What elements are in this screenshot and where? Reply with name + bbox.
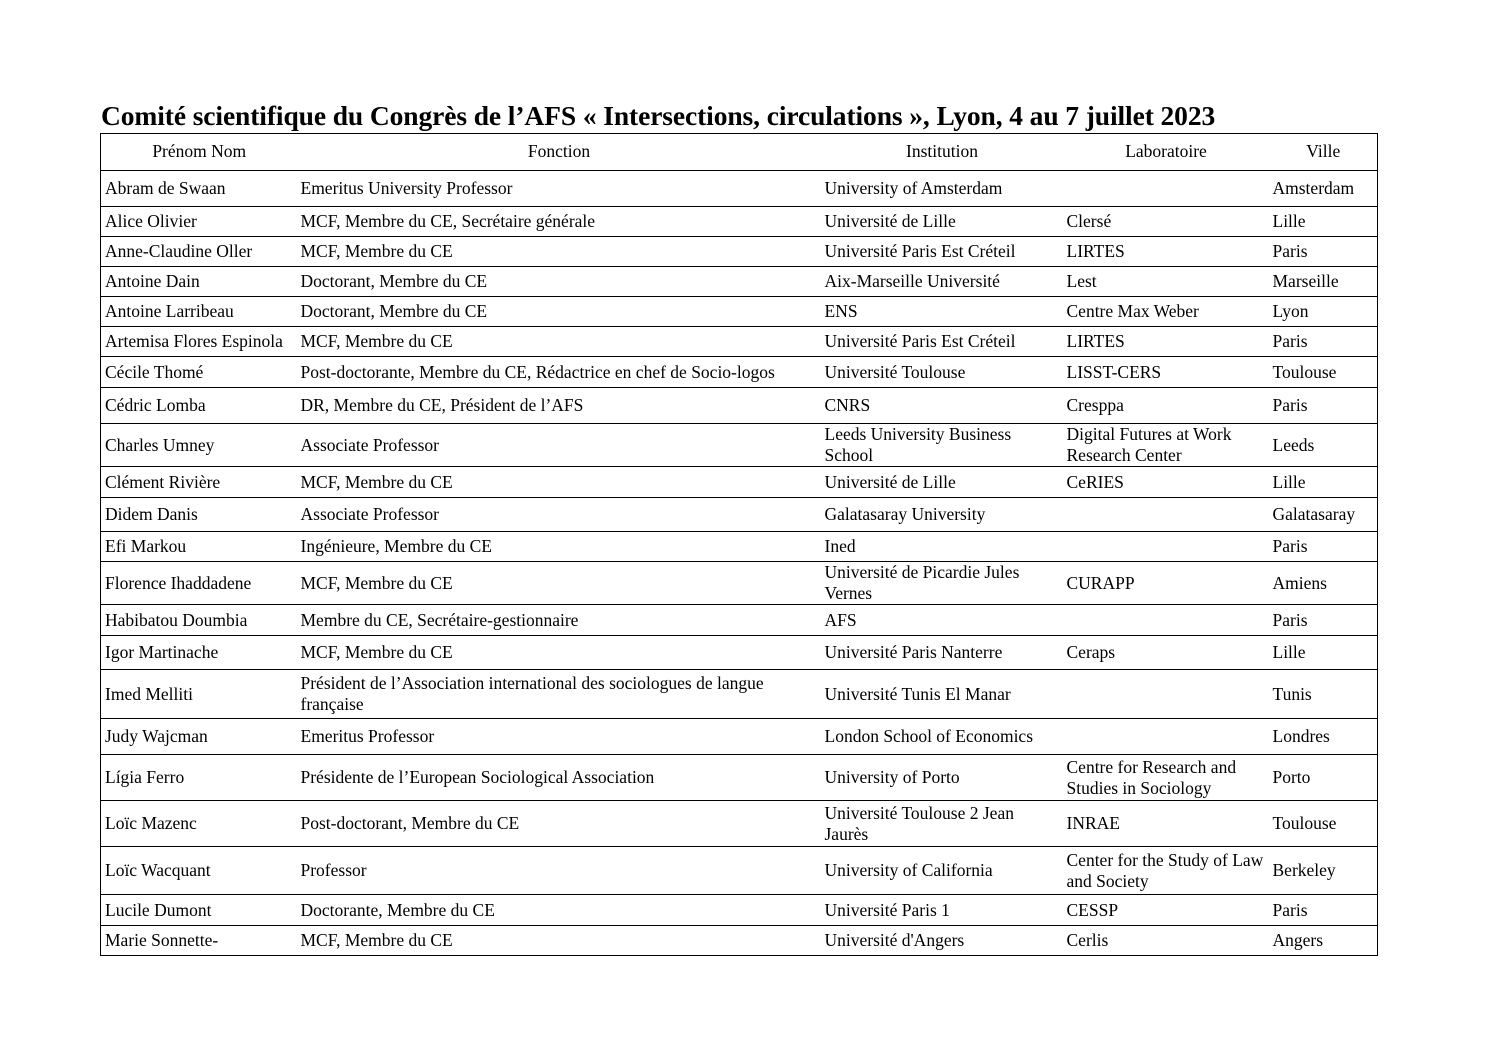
- table-body: [101, 171, 1378, 956]
- page-title: Comité scientifique du Congrès de l’AFS « Intersections, circulations », Lyon, 4 au 7 juillet 2023: [101, 100, 1216, 131]
- cell-name: Anne-Claudine Oller: [105, 241, 253, 261]
- cell-institution: Université Tunis El Manar: [824, 683, 1011, 704]
- cell-institution: Aix-Marseille Université: [824, 271, 1000, 291]
- table-row: [101, 207, 1378, 237]
- table-row: [101, 605, 1378, 636]
- cell-name: Marie Sonnette-: [105, 930, 219, 950]
- cell-institution: Université de Lille: [824, 211, 956, 231]
- cell-function: MCF, Membre du CE, Secrétaire générale: [300, 211, 596, 231]
- cell-city: Berkeley: [1272, 860, 1336, 880]
- cell-function: Associate Professor: [300, 504, 440, 524]
- header-row: [101, 134, 1378, 171]
- cell-function: MCF, Membre du CE: [300, 642, 453, 662]
- cell-laboratory: CESSP: [1066, 899, 1119, 920]
- cell-laboratory: [1063, 171, 1269, 207]
- cell-institution: University of Porto: [824, 767, 960, 787]
- cell-institution: Université d'Angers: [824, 930, 965, 950]
- cell-laboratory: Centre for Research and Studies in Sociology: [1066, 756, 1237, 798]
- cell-city: Paris: [1272, 241, 1308, 261]
- cell-institution: Université Toulouse: [824, 361, 966, 382]
- cell-name: Loïc Wacquant: [105, 860, 211, 880]
- cell-function: DR, Membre du CE, Président de l’AFS: [300, 395, 584, 415]
- table-row: [101, 532, 1378, 562]
- header-laboratory: Laboratoire: [1063, 134, 1269, 171]
- cell-institution: Université Paris Nanterre: [824, 642, 1003, 662]
- cell-function: Emeritus Professor: [300, 726, 435, 746]
- cell-city: Lille: [1272, 471, 1306, 492]
- table-row: [101, 895, 1378, 926]
- table-header: [101, 134, 1378, 171]
- table-row: [101, 297, 1378, 327]
- table-row: [101, 801, 1378, 847]
- cell-name: Abram de Swaan: [105, 178, 226, 198]
- cell-laboratory: Cerlis: [1066, 930, 1109, 950]
- cell-institution: Ined: [824, 536, 856, 556]
- table-row: [101, 755, 1378, 801]
- cell-laboratory: [1063, 605, 1269, 636]
- table-row: [101, 847, 1378, 895]
- cell-function: Doctorant, Membre du CE: [300, 301, 488, 321]
- cell-institution: Galatasaray University: [824, 504, 986, 524]
- cell-city: Lyon: [1272, 301, 1309, 321]
- table-row: [101, 926, 1378, 956]
- cell-laboratory: [1063, 670, 1269, 719]
- cell-function: Membre du CE, Secrétaire-gestionnaire: [300, 609, 579, 630]
- cell-city: Londres: [1272, 726, 1330, 746]
- cell-name: Alice Olivier: [105, 211, 197, 231]
- table-row: [101, 237, 1378, 267]
- cell-city: Paris: [1272, 536, 1308, 556]
- cell-laboratory: LISST-CERS: [1066, 361, 1162, 382]
- cell-laboratory: Lest: [1066, 271, 1097, 291]
- cell-name: Antoine Dain: [105, 271, 200, 291]
- cell-laboratory: Cresppa: [1066, 395, 1124, 415]
- header-city: Ville: [1269, 134, 1378, 171]
- cell-function: MCF, Membre du CE: [300, 572, 453, 593]
- cell-laboratory: LIRTES: [1066, 331, 1125, 351]
- cell-function: Associate Professor: [300, 434, 440, 455]
- cell-institution: ENS: [824, 301, 858, 321]
- cell-city: Leeds: [1272, 434, 1315, 455]
- cell-institution: Université Paris Est Créteil: [824, 331, 1016, 351]
- table-row: [101, 636, 1378, 670]
- cell-city: Paris: [1272, 609, 1308, 630]
- cell-city: Amsterdam: [1272, 178, 1355, 198]
- cell-name: Charles Umney: [105, 434, 215, 455]
- cell-function: Post-doctorante, Membre du CE, Rédactrice en chef de Socio-logos: [300, 361, 775, 382]
- cell-name: Loïc Mazenc: [105, 813, 197, 833]
- cell-laboratory: [1063, 719, 1269, 755]
- cell-function: Professor: [300, 860, 367, 880]
- cell-laboratory: INRAE: [1066, 813, 1120, 833]
- cell-laboratory: CeRIES: [1066, 471, 1124, 492]
- table-row: [101, 327, 1378, 357]
- cell-laboratory: Centre Max Weber: [1066, 301, 1199, 321]
- cell-function: Présidente de l’European Sociological Association: [300, 767, 655, 787]
- header-name: Prénom Nom: [101, 134, 297, 171]
- table-row: [101, 467, 1378, 498]
- cell-institution: University of Amsterdam: [824, 178, 1003, 198]
- cell-laboratory: CURAPP: [1066, 572, 1135, 593]
- cell-function: Président de l’Association international des sociologues de langue française: [300, 673, 764, 714]
- table-row: [101, 357, 1378, 388]
- cell-institution: Université de Picardie Jules Vernes: [824, 562, 1020, 603]
- table-row: [101, 267, 1378, 297]
- cell-name: Antoine Larribeau: [105, 301, 234, 321]
- cell-name: Efi Markou: [105, 536, 187, 556]
- cell-laboratory: Center for the Study of Law and Society: [1066, 849, 1264, 891]
- cell-institution: Université Paris Est Créteil: [824, 241, 1016, 261]
- cell-function: Doctorant, Membre du CE: [300, 271, 488, 291]
- cell-city: Galatasaray: [1272, 504, 1356, 524]
- header-institution: Institution: [821, 134, 1063, 171]
- cell-name: Cécile Thomé: [105, 361, 204, 382]
- cell-laboratory: Ceraps: [1066, 642, 1116, 662]
- cell-city: Marseille: [1272, 271, 1339, 291]
- committee-table: [100, 133, 1378, 956]
- cell-function: MCF, Membre du CE: [300, 930, 453, 950]
- cell-institution: AFS: [824, 609, 857, 630]
- cell-name: Artemisa Flores Espinola: [105, 331, 283, 351]
- cell-function: Doctorante, Membre du CE: [300, 899, 495, 920]
- cell-function: Ingénieure, Membre du CE: [300, 536, 492, 556]
- cell-name: Habibatou Doumbia: [105, 609, 248, 630]
- cell-name: Igor Martinache: [105, 642, 219, 662]
- cell-name: Imed Melliti: [105, 683, 193, 704]
- cell-laboratory: [1063, 532, 1269, 562]
- cell-institution: Université de Lille: [824, 471, 956, 492]
- cell-institution: CNRS: [824, 395, 871, 415]
- cell-laboratory: Clersé: [1066, 211, 1112, 231]
- cell-laboratory: LIRTES: [1066, 241, 1125, 261]
- cell-city: Porto: [1272, 767, 1311, 787]
- cell-city: Lille: [1272, 211, 1306, 231]
- table-row: [101, 388, 1378, 424]
- table-row: [101, 670, 1378, 719]
- cell-institution: London School of Economics: [824, 726, 1034, 746]
- cell-institution: Université Paris 1: [824, 899, 950, 920]
- table-row: [101, 562, 1378, 605]
- cell-institution: Leeds University Business School: [824, 424, 1012, 465]
- cell-laboratory: Digital Futures at Work Research Center: [1066, 424, 1232, 465]
- cell-name: Cédric Lomba: [105, 395, 206, 415]
- cell-name: Lucile Dumont: [105, 899, 212, 920]
- cell-name: Florence Ihaddadene: [105, 572, 252, 593]
- cell-city: Toulouse: [1272, 361, 1337, 382]
- cell-city: Tunis: [1272, 683, 1312, 704]
- cell-name: Clément Rivière: [105, 471, 221, 492]
- table-row: [101, 171, 1378, 207]
- cell-city: Lille: [1272, 642, 1306, 662]
- cell-city: Toulouse: [1272, 813, 1337, 833]
- cell-institution: Université Toulouse 2 Jean Jaurès: [824, 802, 1014, 844]
- table-row: [101, 424, 1378, 467]
- table-row: [101, 498, 1378, 532]
- cell-function: MCF, Membre du CE: [300, 241, 453, 261]
- cell-function: MCF, Membre du CE: [300, 471, 453, 492]
- cell-name: Judy Wajcman: [105, 726, 208, 746]
- cell-laboratory: [1063, 498, 1269, 532]
- table-row: [101, 719, 1378, 755]
- cell-institution: University of California: [824, 860, 993, 880]
- header-function: Fonction: [297, 134, 821, 171]
- cell-city: Paris: [1272, 331, 1308, 351]
- cell-function: Emeritus University Professor: [300, 178, 513, 198]
- cell-name: Lígia Ferro: [105, 767, 185, 787]
- cell-city: Amiens: [1272, 572, 1327, 593]
- cell-city: Paris: [1272, 395, 1308, 415]
- cell-function: MCF, Membre du CE: [300, 331, 453, 351]
- cell-function: Post-doctorant, Membre du CE: [300, 813, 520, 833]
- cell-name: Didem Danis: [105, 504, 198, 524]
- cell-city: Angers: [1272, 930, 1324, 950]
- cell-city: Paris: [1272, 899, 1308, 920]
